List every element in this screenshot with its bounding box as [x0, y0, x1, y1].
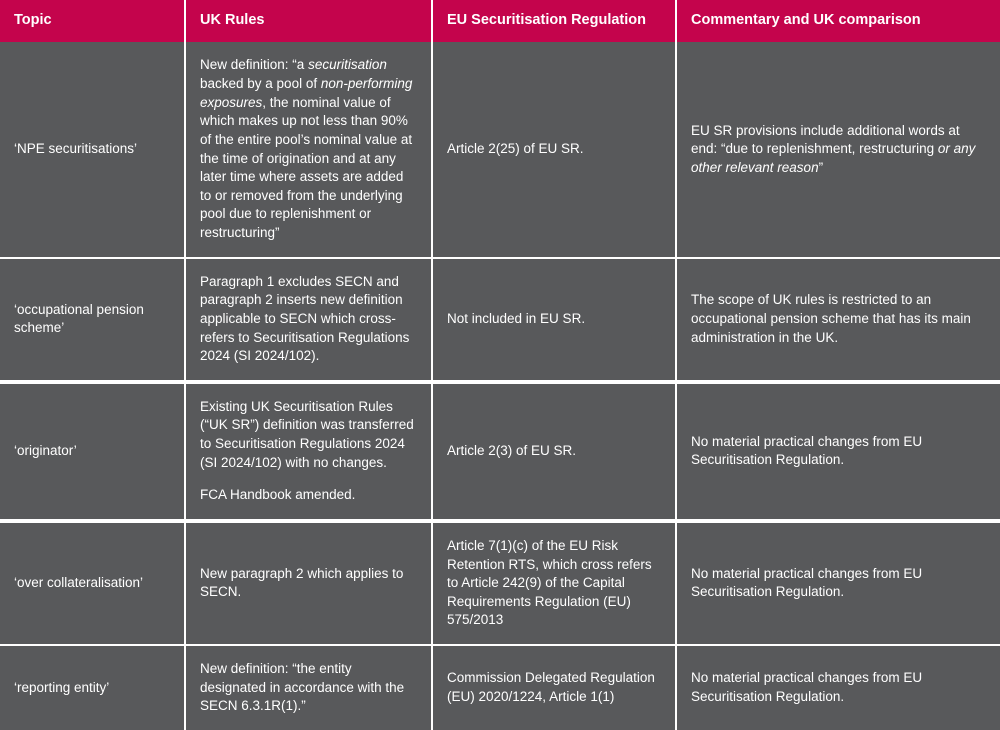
uk-rules-paragraph: Paragraph 1 excludes SECN and paragraph 2 inserts new definition applicable to SECN which cross-refers to Securitisation Regulations 2024 (SI 2024/102).	[200, 273, 410, 364]
table-body	[0, 42, 1000, 730]
table-row	[0, 258, 1000, 382]
cell-eu-regulation: Article 7(1)(c) of the EU Risk Retention RTS, which cross refers to Article 242(9) of the Capital Requirements Regulation (EU) 575/2013	[432, 521, 676, 645]
cell-topic: ‘over collateralisation’	[0, 521, 185, 645]
column-header-eu-securitisation-regulation: EU Securitisation Regulation	[432, 0, 676, 42]
uk-rules-paragraph: New definition: “the entity designated in accordance with the SECN 6.3.1R(1).”	[200, 661, 405, 714]
cell-uk-rules	[185, 42, 432, 257]
cell-commentary: No material practical changes from EU Securitisation Regulation.	[676, 382, 1000, 521]
cell-topic: ‘originator’	[0, 382, 185, 521]
table-header	[0, 0, 1000, 42]
uk-rules-paragraph: FCA Handbook amended.	[200, 487, 356, 503]
uk-rules-paragraph: New definition: “a securitisation backed by a pool of non-performing exposures, the nominal value of which makes up not less than 90% of the entire pool’s nominal value at the time of origination and at any later time where assets are added to or removed from the underlying pool due to replenishment or restructuring”	[200, 57, 413, 241]
cell-uk-rules	[185, 521, 432, 645]
cell-commentary: The scope of UK rules is restricted to an occupational pension scheme that has its main administration in the UK.	[676, 258, 1000, 382]
cell-uk-rules	[185, 382, 432, 521]
cell-uk-rules	[185, 645, 432, 730]
uk-rules-paragraph: New paragraph 2 which applies to SECN.	[200, 565, 404, 600]
table-row	[0, 382, 1000, 521]
cell-commentary: No material practical changes from EU Securitisation Regulation.	[676, 521, 1000, 645]
cell-eu-regulation: Commission Delegated Regulation (EU) 2020/1224, Article 1(1)	[432, 645, 676, 730]
cell-eu-regulation: Article 2(3) of EU SR.	[432, 382, 676, 521]
cell-eu-regulation: Article 2(25) of EU SR.	[432, 42, 676, 257]
cell-eu-regulation: Not included in EU SR.	[432, 258, 676, 382]
cell-commentary: No material practical changes from EU Securitisation Regulation.	[676, 645, 1000, 730]
table-row	[0, 645, 1000, 730]
table-header-row	[0, 0, 1000, 42]
column-header-commentary-and-uk-comparison: Commentary and UK comparison	[676, 0, 1000, 42]
cell-uk-rules	[185, 258, 432, 382]
cell-topic: ‘NPE securitisations’	[0, 42, 185, 257]
commentary-paragraph: EU SR provisions include additional words at end: “due to replenishment, restructuring or any other relevant reason”	[691, 122, 976, 175]
table-row	[0, 42, 1000, 257]
cell-topic: ‘occupational pension scheme’	[0, 258, 185, 382]
column-header-uk-rules: UK Rules	[185, 0, 432, 42]
column-header-topic: Topic	[0, 0, 185, 42]
cell-topic: ‘reporting entity’	[0, 645, 185, 730]
uk-rules-paragraph: Existing UK Securitisation Rules (“UK SR”) definition was transferred to Securitisation Regulations 2024 (SI 2024/102) with no changes.	[200, 398, 414, 470]
cell-commentary	[676, 42, 1000, 257]
table-row	[0, 521, 1000, 645]
